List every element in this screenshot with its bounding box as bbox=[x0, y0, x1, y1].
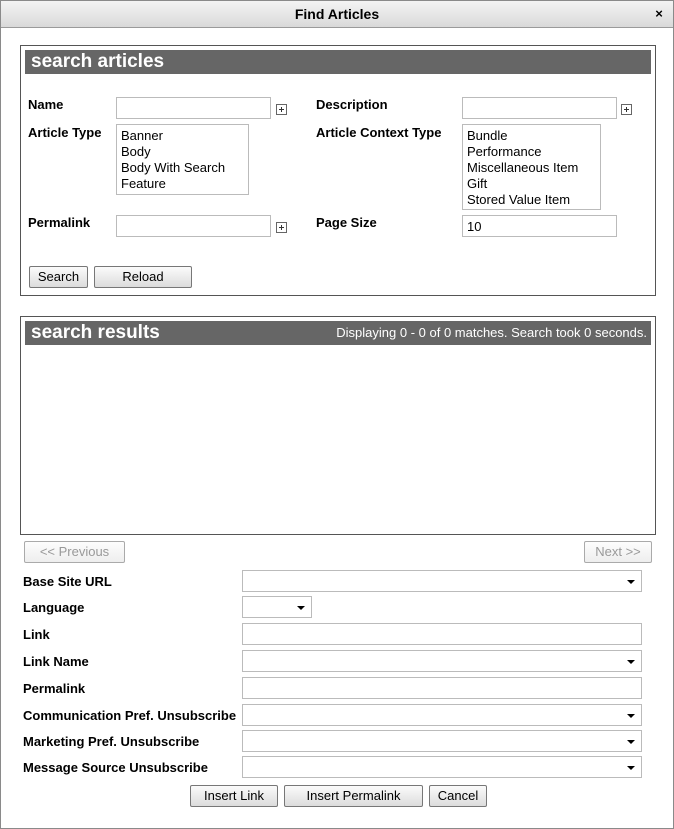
context-type-option[interactable]: Stored Value Item bbox=[467, 192, 571, 207]
communication-pref-select[interactable] bbox=[242, 704, 642, 726]
permalink-input[interactable] bbox=[116, 215, 271, 237]
search-results-panel bbox=[20, 316, 656, 535]
chevron-down-icon bbox=[297, 606, 305, 610]
next-button[interactable]: Next >> bbox=[584, 541, 652, 563]
previous-button[interactable]: << Previous bbox=[24, 541, 125, 563]
insert-permalink-button[interactable]: Insert Permalink bbox=[284, 785, 423, 807]
chevron-down-icon bbox=[627, 580, 635, 584]
communication-pref-label: Communication Pref. Unsubscribe bbox=[23, 708, 237, 723]
chevron-down-icon bbox=[627, 660, 635, 664]
article-context-type-listbox[interactable] bbox=[462, 124, 601, 210]
context-type-option[interactable]: Bundle bbox=[467, 128, 508, 143]
page-size-input[interactable] bbox=[462, 215, 617, 237]
article-type-label: Article Type bbox=[28, 125, 102, 140]
description-expand-icon[interactable] bbox=[621, 104, 632, 115]
search-articles-panel bbox=[20, 45, 656, 296]
article-type-option[interactable]: Body bbox=[121, 144, 151, 159]
link-name-label: Link Name bbox=[23, 654, 89, 669]
dialog-titlebar[interactable] bbox=[1, 1, 673, 28]
permalink-expand-icon[interactable] bbox=[276, 222, 287, 233]
base-site-url-select[interactable] bbox=[242, 570, 642, 592]
context-type-option[interactable]: Miscellaneous Item bbox=[467, 160, 579, 175]
search-results-header bbox=[25, 321, 651, 345]
chevron-down-icon bbox=[627, 714, 635, 718]
search-articles-header bbox=[25, 50, 651, 74]
permalink-label: Permalink bbox=[28, 215, 91, 230]
insert-link-button[interactable]: Insert Link bbox=[190, 785, 278, 807]
marketing-pref-select[interactable] bbox=[242, 730, 642, 752]
article-type-option[interactable]: Body With Search bbox=[121, 160, 226, 175]
context-type-option[interactable]: Gift bbox=[467, 176, 488, 191]
chevron-down-icon bbox=[627, 766, 635, 770]
search-results-area bbox=[25, 347, 651, 530]
name-expand-icon[interactable] bbox=[276, 104, 287, 115]
message-source-select[interactable] bbox=[242, 756, 642, 778]
dialog-title: Find Articles bbox=[294, 6, 380, 22]
description-input[interactable] bbox=[462, 97, 617, 119]
message-source-label: Message Source Unsubscribe bbox=[23, 760, 208, 775]
link-name-select[interactable] bbox=[242, 650, 642, 672]
language-select[interactable] bbox=[242, 596, 312, 618]
article-type-option[interactable]: Banner bbox=[121, 128, 163, 143]
context-type-option[interactable]: Performance bbox=[467, 144, 542, 159]
search-results-title: search results bbox=[31, 322, 160, 343]
link-input[interactable] bbox=[242, 623, 642, 645]
form-permalink-input[interactable] bbox=[242, 677, 642, 699]
search-articles-title: search articles bbox=[31, 51, 165, 72]
link-label: Link bbox=[23, 627, 50, 642]
page-size-label: Page Size bbox=[316, 215, 377, 230]
form-permalink-label: Permalink bbox=[23, 681, 86, 696]
search-button[interactable]: Search bbox=[29, 266, 88, 288]
cancel-button[interactable]: Cancel bbox=[429, 785, 487, 807]
name-input[interactable] bbox=[116, 97, 271, 119]
language-label: Language bbox=[23, 600, 85, 615]
article-context-type-label: Article Context Type bbox=[316, 125, 442, 140]
description-label: Description bbox=[316, 97, 388, 112]
chevron-down-icon bbox=[627, 740, 635, 744]
name-label: Name bbox=[28, 97, 64, 112]
search-results-status: Displaying 0 - 0 of 0 matches. Search took 0 seconds. bbox=[336, 325, 647, 340]
article-type-listbox[interactable] bbox=[116, 124, 249, 195]
article-type-option[interactable]: Feature bbox=[121, 176, 166, 191]
marketing-pref-label: Marketing Pref. Unsubscribe bbox=[23, 734, 200, 749]
close-icon[interactable]: × bbox=[655, 6, 663, 21]
reload-button[interactable]: Reload bbox=[94, 266, 192, 288]
base-site-url-label: Base Site URL bbox=[23, 574, 112, 589]
